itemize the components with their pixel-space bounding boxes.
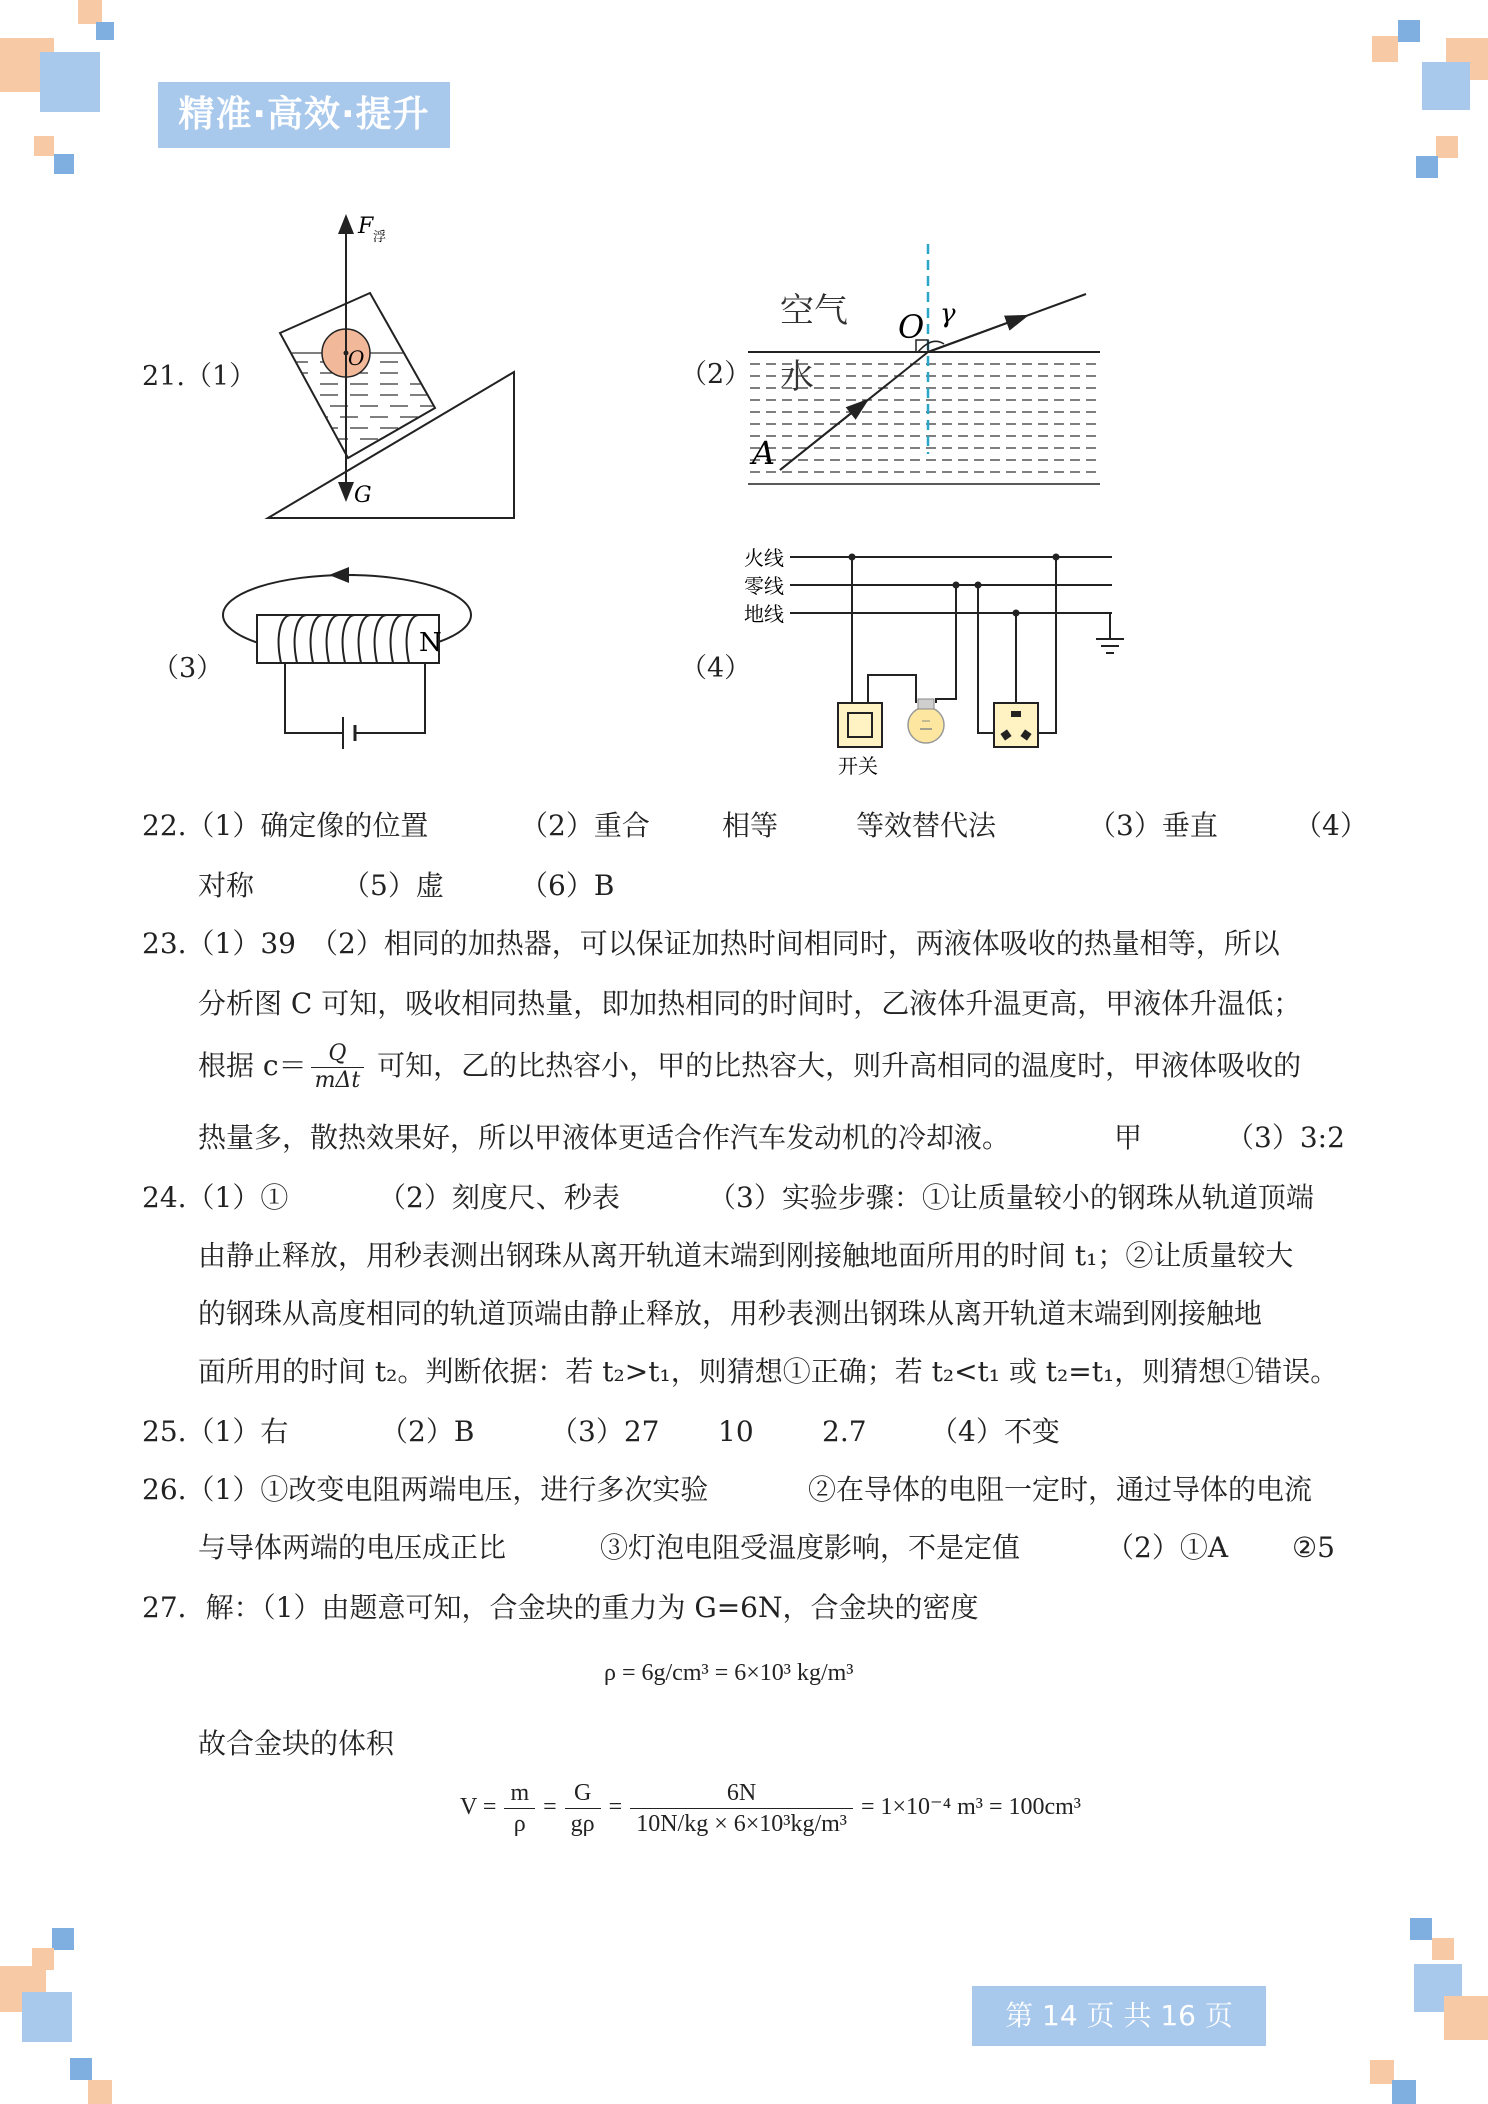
- q22-part7: 对称: [198, 869, 255, 902]
- volume-frac-1: [504, 1778, 535, 1839]
- figure-solenoid: [215, 565, 485, 760]
- q24-line4: 面所用的时间 t₂。判断依据：若 t₂>t₁，则猜想①正确；若 t₂<t₁ 或 t₂=t₁，则猜想①错误。: [198, 1355, 1339, 1388]
- label-gamma: γ: [940, 299, 956, 329]
- figure-refraction: [740, 240, 1110, 500]
- q24-part-b: （2）刻度尺、秒表: [378, 1181, 620, 1214]
- q22-part4: 等效替代法: [856, 809, 997, 842]
- q26-part2: ②在导体的电阻一定时，通过导体的电流: [808, 1473, 1313, 1506]
- frac1-den: ρ: [513, 1811, 526, 1837]
- q25-part6: （4）不变: [930, 1415, 1060, 1448]
- label-n-pole: N: [419, 628, 442, 658]
- volume-frac-3: [630, 1778, 853, 1839]
- q23-part-b: 甲: [1114, 1121, 1143, 1154]
- q23-line3: [198, 1036, 1301, 1096]
- q21-label: 21.（1）: [142, 361, 257, 392]
- q23-part-a: 热量多，散热效果好，所以甲液体更适合作汽车发动机的冷却液。: [198, 1121, 1011, 1154]
- volume-rhs: = 1×10⁻⁴ m³ = 100cm³: [860, 1794, 1082, 1821]
- q26-part3: 与导体两端的电压成正比: [198, 1531, 507, 1564]
- q25-part1: 25.（1）右: [142, 1415, 289, 1448]
- q25-part4: 10: [718, 1415, 754, 1448]
- q22-part6: （4）: [1294, 809, 1368, 842]
- frac3-num: 6N: [630, 1778, 853, 1809]
- q23-formula-suffix: 可知，乙的比热容小，甲的比热容大，则升高相同的温度时，甲液体吸收的: [377, 1049, 1302, 1082]
- label-a: A: [752, 434, 776, 472]
- q26-part5: （2）①A: [1106, 1531, 1229, 1564]
- q27-density-formula: ρ = 6g/cm³ = 6×10³ kg/m³: [604, 1660, 854, 1686]
- label-o: O: [348, 346, 365, 370]
- q24-part-a: 24.（1）①: [142, 1181, 289, 1214]
- header-title: 精准·高效·提升: [158, 82, 450, 148]
- solenoid-core: [257, 615, 439, 663]
- q26-part4: ③灯泡电阻受温度影响，不是定值: [600, 1531, 1021, 1564]
- frac1-num: m: [504, 1778, 535, 1809]
- frac2-num: G: [565, 1778, 601, 1809]
- label-water: 水: [780, 357, 814, 397]
- q21-sub2-label: （2）: [680, 359, 752, 390]
- label-f: F: [358, 214, 374, 239]
- q23-part-c: （3）3:2: [1226, 1121, 1345, 1154]
- volume-lhs: V =: [460, 1794, 497, 1821]
- frac-numerator: Q: [311, 1041, 365, 1068]
- volume-frac-2: [565, 1778, 601, 1839]
- q26-part6: ②5: [1292, 1531, 1335, 1564]
- q23-line2: 分析图 C 可知，吸收相同热量，即加热相同的时间时，乙液体升温更高，甲液体升温低；: [198, 987, 1302, 1020]
- q25-part5: 2.7: [822, 1415, 867, 1448]
- label-switch: 开关: [838, 754, 878, 778]
- three-hole-socket: [994, 703, 1038, 747]
- q27-volume-formula: [460, 1778, 1081, 1839]
- q27-line1: 27．解：（1）由题意可知，合金块的重力为 G=6N，合金块的密度: [142, 1591, 979, 1624]
- label-g: G: [354, 483, 372, 508]
- frac2-den: gρ: [570, 1811, 595, 1837]
- q27-line2: 故合金块的体积: [198, 1727, 395, 1760]
- q21-sub4-label: （4）: [680, 653, 752, 684]
- label-ground: 地线: [744, 602, 784, 626]
- label-live: 火线: [744, 546, 784, 570]
- q22-part2: （2）重合: [520, 809, 650, 842]
- q26-part1: 26.（1）①改变电阻两端电压，进行多次实验: [142, 1473, 709, 1506]
- q25-part2: （2）B: [380, 1415, 475, 1448]
- q22-part5: （3）垂直: [1088, 809, 1218, 842]
- q22-part1: 22.（1）确定像的位置: [142, 809, 429, 842]
- label-neutral: 零线: [744, 574, 784, 598]
- q23-formula-prefix: 根据 c＝: [198, 1049, 307, 1082]
- q22-part9: （6）B: [520, 869, 615, 902]
- specific-heat-fraction: [311, 1041, 365, 1094]
- q24-line2: 由静止释放，用秒表测出钢珠从离开轨道末端到刚接触地面所用的时间 t₁；②让质量较大: [198, 1239, 1294, 1272]
- figure-household-circuit: [740, 535, 1130, 785]
- light-bulb: [908, 699, 944, 743]
- label-f-sub: 浮: [373, 230, 387, 245]
- page-number: 第 14 页 共 16 页: [972, 1986, 1266, 2046]
- q24-part-c: （3）实验步骤：①让质量较小的钢珠从轨道顶端: [708, 1181, 1314, 1214]
- equals-sign: =: [543, 1794, 557, 1821]
- label-air: 空气: [780, 291, 848, 331]
- q25-part3: （3）27: [550, 1415, 660, 1448]
- frac-denominator: mΔt: [314, 1068, 361, 1093]
- q22-part8: （5）虚: [342, 869, 444, 902]
- figure-buoyancy: [260, 210, 530, 530]
- equals-sign-2: =: [608, 1794, 623, 1821]
- q24-line3: 的钢珠从高度相同的轨道顶端由静止释放，用秒表测出钢珠从离开轨道末端到刚接触地: [198, 1297, 1263, 1330]
- q23-line1: 23.（1）39 （2）相同的加热器，可以保证加热时间相同时，两液体吸收的热量相等，所以: [142, 927, 1280, 960]
- label-o2: O: [898, 308, 925, 346]
- frac3-den: 10N/kg × 6×10³kg/m³: [636, 1811, 847, 1837]
- q21-sub3-label: （3）: [152, 653, 224, 684]
- q22-part3: 相等: [722, 809, 779, 842]
